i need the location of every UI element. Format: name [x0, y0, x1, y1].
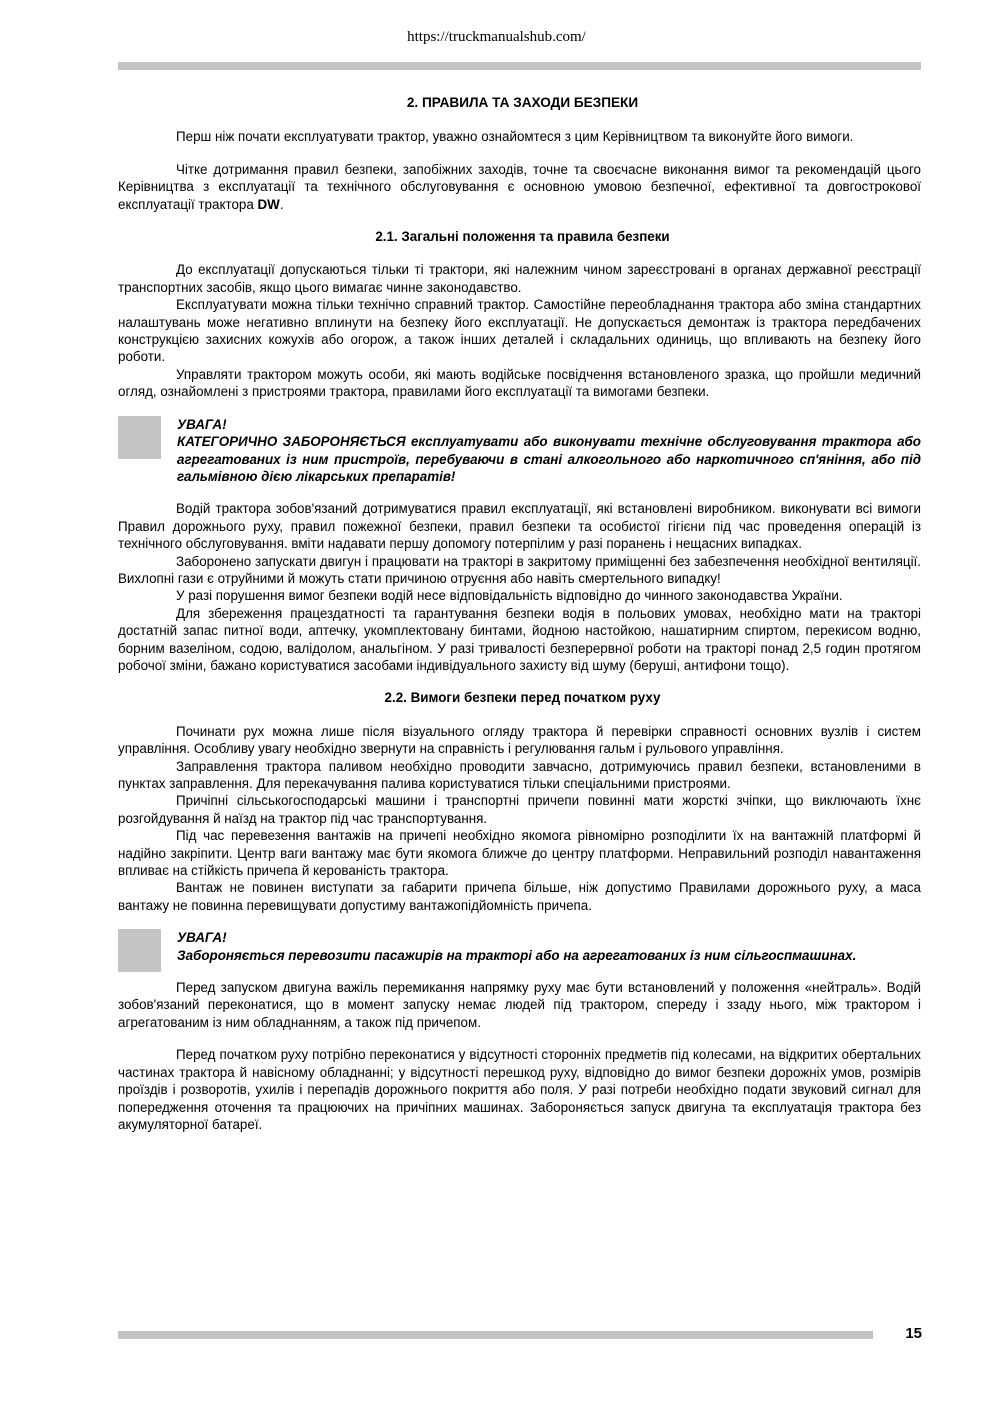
- section-title: 2. ПРАВИЛА ТА ЗАХОДИ БЕЗПЕКИ: [406, 95, 639, 110]
- paragraph: Експлуатувати можна тільки технічно справний трактор. Самостійне переобладнання трактора або зміна стандартних налаштувань може негативно вплинути на безпеку його експлуатації. Не допускається демонтаж із трактора передбачених конструкцією захисних кожухів або огорож, а також інших деталей і складальних одиниць, що впливають на безпеку його роботи.: [118, 297, 921, 365]
- intro-paragraph-2-text: Чітке дотримання правил безпеки, запобіжних заходів, точне та своєчасне виконання вимог та рекомендацій цього Керівництва з експлуатації та технічного обслуговування є основною умовою безпечної, ефективної та довгострокової експлуатації трактора: [118, 161, 921, 212]
- warning-label: УВАГА!: [177, 930, 227, 946]
- paragraph: Управляти трактором можуть особи, які мають водійське посвідчення встановленого зразка, що пройшли медичний огляд, ознайомлені з пристроями трактора, правилами його експлуатації та вимогами безпеки.: [118, 366, 921, 400]
- paragraph: Для збереження працездатності та гарантування безпеки водія в польових умовах, необхідно мати на тракторі достатній запас питної води, аптечку, укомплектовану бинтами, йодною настойкою, нашатирним спиртом, перекисом водню, борним вазеліном, содою, валідолом, анальгіном. У разі тривалості безперервної роботи на тракторі понад 2,5 годин протягом робочої зміни, бажано користуватися засобами індивідуального захисту від шуму (беруші, антифони тощо).: [118, 605, 921, 673]
- footer-divider: [118, 1331, 873, 1339]
- intro-paragraph-1: Перш ніж почати експлуатувати трактор, уважно ознайомтеся з цим Керівництвом та виконуйте його вимоги.: [176, 129, 854, 145]
- warning-text: КАТЕГОРИЧНО ЗАБОРОНЯЄТЬСЯ експлуатувати або виконувати технічне обслуговування трактора або агрегатованих із ним пристроїв, перебуваючи в стані алкогольного або наркотичного сп'яніння, або під гальмівною дією лікарських препаратів!: [177, 434, 921, 484]
- warning-label: УВАГА!: [177, 416, 227, 432]
- paragraph: Водій трактора зобов'язаний дотримуватися правил експлуатації, які встановлені виробником. виконувати всі вимоги Правил дорожнього руху, правил пожежної безпеки, правил безпеки та особистої гігієни під час проведення операцій із технічного обслуговування. вміти надавати першу допомогу потерпілим у разі поранень і нещасних випадках.: [118, 501, 921, 552]
- paragraph: Заборонено запускати двигун і працювати на тракторі в закритому приміщенні без забезпечення необхідної вентиляції. Вихлопні гази є отруйними й можуть стати причиною отруєння або навіть смертельного випадку!: [118, 553, 921, 586]
- model-name: DW: [257, 196, 280, 212]
- paragraph: Заправлення трактора паливом необхідно проводити завчасно, дотримуючись правил безпеки, встановленими в пунктах заправлення. Для перекачування палива користуватися тільки спеціальними пристроями.: [118, 758, 921, 791]
- intro-paragraph-2: [118, 161, 921, 213]
- subsection-title-2-1: 2.1. Загальні положення та правила безпеки: [375, 229, 670, 245]
- intro-paragraph-2-end: .: [279, 196, 284, 212]
- warning-marker: [118, 929, 161, 972]
- subsection-title-2-2: 2.2. Вимоги безпеки перед початком руху: [384, 690, 661, 706]
- paragraph: Причіпні сільськогосподарські машини і транспортні причепи повинні мати жорсткі зчіпки, що виключають їхнє розгойдування й наїзд на трактор під час транспортування.: [118, 793, 921, 826]
- header-url: https://truckmanualshub.com/: [407, 29, 586, 45]
- warning-text: Забороняється перевозити пасажирів на тракторі або на агрегатованих із ним сільгоспмашинах.: [177, 947, 857, 963]
- warning-block-1: [118, 416, 921, 486]
- page-number: 15: [905, 1325, 922, 1342]
- paragraph: До експлуатації допускаються тільки ті трактори, які належним чином зареєстровані в органах державної реєстрації транспортних засобів, якщо цього вимагає чинне законодавство.: [118, 262, 921, 295]
- paragraph: Перед початком руху потрібно переконатися у відсутності сторонніх предметів під колесами, на відкритих обертальних частинах трактора й навісному обладнанні; у відсутності перешкод руху, відповідно до вимог безпеки дорожніх умов, розмірів проїздів і розворотів, ухилів і перепадів дорожнього покриття або поля. У разі потреби необхідно подати звуковий сигнал для попередження оточення та працюючих на причіпних машинах. Забороняється запуск двигуна та експлуатація трактора без акумуляторної батареї.: [118, 1047, 921, 1132]
- paragraph: Вантаж не повинен виступати за габарити причепа більше, ніж допустимо Правилами дорожнього руху, а маса вантажу не повинна перевищувати допустиму вантажопідйомність причепа.: [118, 880, 921, 913]
- header-divider: [118, 62, 921, 70]
- paragraph: Під час перевезення вантажів на причепі необхідно якомога рівномірно розподілити їх на вантажній платформі й надійно закріпити. Центр ваги вантажу має бути якомога ближче до центру платформи. Неправильний розподіл навантаження впливає на стійкість причепа й керованість трактора.: [118, 828, 921, 879]
- warning-marker: [118, 416, 161, 459]
- warning-block-2: [118, 929, 921, 964]
- paragraph: У разі порушення вимог безпеки водій несе відповідальність відповідно до чинного законодавства України.: [176, 588, 843, 604]
- paragraph: Починати рух можна лише після візуального огляду трактора й перевірки справності основних вузлів і систем управління. Особливу увагу необхідно звернути на справність і регулювання гальм і рульового управління.: [118, 723, 921, 757]
- paragraph: Перед запуском двигуна важіль перемикання напрямку руху має бути встановлений у положення «нейтраль». Водій зобов'язаний переконатися, що в момент запуску немає людей під трактором, спереду і ззаду нього, між трактором і агрегатованим із ним обладнанням, а також під причепом.: [118, 980, 921, 1030]
- page-content: [118, 94, 921, 1133]
